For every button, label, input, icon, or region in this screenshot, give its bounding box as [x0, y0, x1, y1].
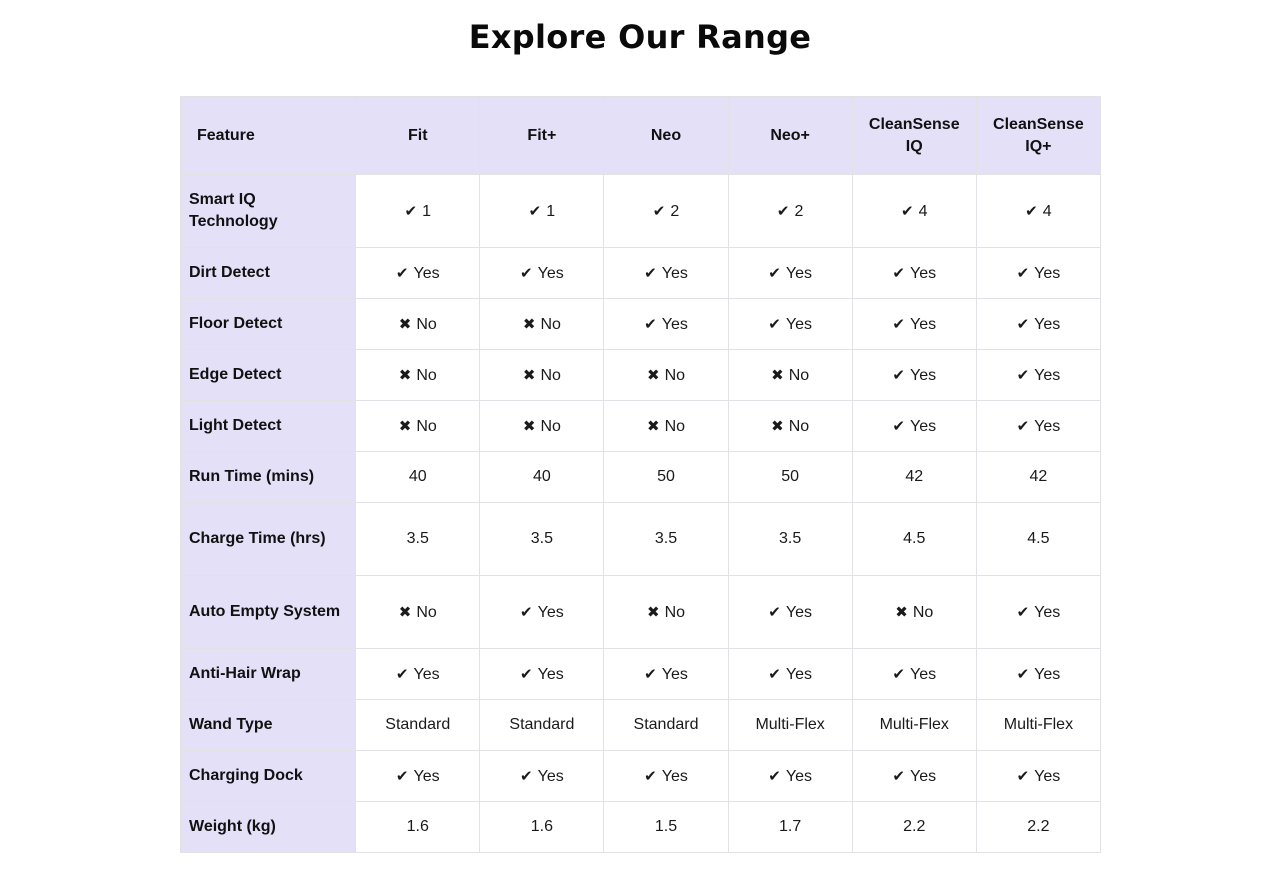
table-cell: [480, 649, 604, 700]
table-row: [181, 299, 1101, 350]
check-icon: ✔: [1016, 365, 1030, 384]
table-cell: [480, 248, 604, 299]
feature-label: Weight (kg): [181, 802, 356, 853]
cell-value: Yes: [1034, 264, 1061, 282]
table-cell: [852, 751, 976, 802]
model-header: Neo+: [728, 97, 852, 175]
table-cell: [480, 802, 604, 853]
check-icon: ✔: [644, 314, 657, 333]
table-cell: [728, 452, 852, 503]
table-cell: [976, 802, 1100, 853]
table-cell: [976, 350, 1100, 401]
check-icon: ✔: [901, 201, 914, 220]
table-cell: [728, 576, 852, 649]
table-row: [181, 576, 1101, 649]
cell-value: Yes: [909, 264, 937, 282]
model-header: CleanSense IQ+: [976, 97, 1100, 175]
cell-value: Yes: [909, 665, 937, 683]
cell-value: 1: [546, 202, 556, 220]
cell-value: 3.5: [779, 530, 802, 547]
table-cell: [976, 248, 1100, 299]
cell-value: Yes: [785, 315, 812, 333]
check-icon: ✔: [892, 314, 905, 333]
table-cell: [852, 576, 976, 649]
check-icon: ✔: [644, 263, 657, 282]
check-icon: ✔: [528, 201, 542, 220]
table-cell: [604, 700, 728, 751]
table-cell: [976, 503, 1100, 576]
cell-value: Yes: [1034, 417, 1061, 435]
table-cell: [604, 175, 728, 248]
feature-label: Wand Type: [181, 700, 356, 751]
table-cell: [356, 452, 480, 503]
cell-value: 4.5: [903, 530, 926, 547]
cell-value: No: [416, 315, 437, 333]
check-icon: ✔: [768, 766, 781, 785]
cell-value: Yes: [909, 315, 937, 333]
table-cell: [480, 751, 604, 802]
feature-label: Auto Empty System: [181, 576, 356, 649]
cell-value: 4: [918, 202, 928, 220]
table-cell: [976, 649, 1100, 700]
cell-value: 4.5: [1027, 530, 1050, 547]
table-cell: [728, 751, 852, 802]
table-cell: [976, 700, 1100, 751]
table-cell: [356, 175, 480, 248]
table-cell: [356, 700, 480, 751]
table-row: [181, 401, 1101, 452]
check-icon: ✔: [768, 664, 781, 683]
cell-value: No: [664, 366, 686, 384]
cell-value: No: [912, 603, 934, 621]
cell-value: Yes: [909, 366, 937, 384]
table-row: [181, 700, 1101, 751]
header-row: [181, 97, 1101, 175]
table-cell: [728, 175, 852, 248]
check-icon: ✔: [1016, 416, 1030, 435]
cell-value: 3.5: [654, 530, 678, 547]
table-cell: [852, 401, 976, 452]
table-cell: [852, 700, 976, 751]
cell-value: Yes: [785, 603, 812, 621]
table-cell: [728, 248, 852, 299]
page-title: Explore Our Range: [468, 18, 812, 56]
model-header: Fit: [356, 97, 480, 175]
check-icon: ✔: [768, 314, 781, 333]
cross-icon: ✖: [522, 416, 536, 435]
cell-value: 1.7: [779, 818, 802, 835]
cell-value: 1.5: [654, 818, 678, 835]
cell-value: 50: [781, 468, 800, 485]
table-cell: [480, 175, 604, 248]
check-icon: ✔: [520, 664, 533, 683]
cell-value: Standard: [385, 716, 451, 733]
cross-icon: ✖: [646, 602, 660, 621]
cell-value: Standard: [633, 716, 699, 733]
check-icon: ✔: [652, 201, 666, 220]
table-cell: [480, 401, 604, 452]
cell-value: Yes: [785, 264, 812, 282]
cell-value: Yes: [1034, 603, 1061, 621]
table-cell: [604, 401, 728, 452]
table-cell: [728, 350, 852, 401]
cell-value: Yes: [413, 264, 440, 282]
table-cell: [728, 802, 852, 853]
cell-value: Yes: [1034, 767, 1061, 785]
table-cell: [480, 700, 604, 751]
table-cell: [976, 452, 1100, 503]
cell-value: Yes: [1034, 665, 1061, 683]
feature-column-header: Feature: [181, 97, 356, 175]
check-icon: ✔: [768, 263, 781, 282]
feature-label: Charge Time (hrs): [181, 503, 356, 576]
table-cell: [480, 350, 604, 401]
cell-value: Multi-Flex: [755, 716, 825, 733]
table-body: [181, 175, 1101, 853]
table-cell: [852, 350, 976, 401]
cross-icon: ✖: [398, 602, 412, 621]
cell-value: Yes: [413, 665, 440, 683]
cell-value: Multi-Flex: [1003, 716, 1074, 733]
table-cell: [356, 503, 480, 576]
table-cell: [604, 248, 728, 299]
check-icon: ✔: [892, 365, 905, 384]
cell-value: Yes: [661, 315, 688, 333]
table-cell: [356, 350, 480, 401]
cell-value: Yes: [413, 767, 440, 785]
table-cell: [356, 299, 480, 350]
cell-value: No: [788, 417, 810, 435]
table-cell: [728, 649, 852, 700]
cell-value: Yes: [537, 603, 564, 621]
feature-label: Light Detect: [181, 401, 356, 452]
table-row: [181, 248, 1101, 299]
check-icon: ✔: [1016, 766, 1030, 785]
cell-value: Yes: [785, 767, 812, 785]
cell-value: Yes: [1034, 366, 1061, 384]
check-icon: ✔: [892, 416, 905, 435]
table-row: [181, 802, 1101, 853]
table-row: [181, 350, 1101, 401]
table-cell: [356, 649, 480, 700]
cross-icon: ✖: [522, 314, 536, 333]
table-row: [181, 751, 1101, 802]
feature-label: Smart IQ Technology: [181, 175, 356, 248]
check-icon: ✔: [892, 664, 905, 683]
cross-icon: ✖: [771, 365, 784, 384]
check-icon: ✔: [395, 664, 409, 683]
cell-value: No: [416, 366, 437, 384]
cell-value: No: [416, 417, 437, 435]
feature-label: Run Time (mins): [181, 452, 356, 503]
cell-value: Yes: [661, 264, 688, 282]
table-cell: [480, 452, 604, 503]
cell-value: 2: [670, 202, 680, 220]
cell-value: Yes: [537, 767, 564, 785]
cell-value: 2: [794, 202, 804, 220]
table-cell: [480, 299, 604, 350]
table-cell: [728, 503, 852, 576]
table-cell: [480, 576, 604, 649]
table-cell: [604, 452, 728, 503]
check-icon: ✔: [768, 602, 781, 621]
comparison-table: [180, 96, 1101, 853]
table-row: [181, 452, 1101, 503]
check-icon: ✔: [1016, 602, 1030, 621]
table-cell: [604, 503, 728, 576]
table-cell: [728, 401, 852, 452]
table-cell: [480, 503, 604, 576]
table-cell: [356, 248, 480, 299]
table-cell: [356, 401, 480, 452]
table-cell: [604, 576, 728, 649]
cross-icon: ✖: [522, 365, 536, 384]
table-cell: [852, 248, 976, 299]
table-cell: [852, 503, 976, 576]
cell-value: No: [664, 417, 686, 435]
cell-value: No: [788, 366, 810, 384]
cell-value: 40: [408, 468, 427, 485]
table-cell: [356, 576, 480, 649]
table-row: [181, 649, 1101, 700]
cell-value: 3.5: [406, 530, 429, 547]
table-cell: [604, 751, 728, 802]
cross-icon: ✖: [646, 365, 660, 384]
check-icon: ✔: [520, 263, 533, 282]
cross-icon: ✖: [895, 602, 908, 621]
cross-icon: ✖: [771, 416, 784, 435]
check-icon: ✔: [1016, 664, 1030, 683]
cell-value: 1: [422, 202, 431, 220]
cell-value: 2.2: [903, 818, 926, 835]
check-icon: ✔: [1025, 201, 1038, 220]
cell-value: Yes: [1034, 315, 1061, 333]
table-cell: [604, 649, 728, 700]
table-cell: [976, 751, 1100, 802]
check-icon: ✔: [520, 766, 533, 785]
cell-value: No: [416, 603, 437, 621]
cell-value: 4: [1042, 202, 1052, 220]
cell-value: No: [540, 366, 561, 384]
feature-label: Floor Detect: [181, 299, 356, 350]
table-cell: [728, 700, 852, 751]
table-cell: [356, 802, 480, 853]
cell-value: Yes: [537, 264, 564, 282]
model-header: Fit+: [480, 97, 604, 175]
table-cell: [728, 299, 852, 350]
check-icon: ✔: [776, 201, 790, 220]
cell-value: No: [540, 315, 561, 333]
feature-label: Anti-Hair Wrap: [181, 649, 356, 700]
table-cell: [976, 299, 1100, 350]
cell-value: 1.6: [406, 818, 429, 835]
table-cell: [852, 452, 976, 503]
cell-value: 42: [1029, 468, 1048, 485]
table-cell: [852, 175, 976, 248]
check-icon: ✔: [395, 766, 409, 785]
cross-icon: ✖: [646, 416, 660, 435]
cross-icon: ✖: [398, 365, 412, 384]
table-cell: [976, 576, 1100, 649]
cell-value: 40: [532, 468, 551, 485]
cell-value: Yes: [661, 665, 688, 683]
check-icon: ✔: [644, 664, 657, 683]
check-icon: ✔: [1016, 314, 1030, 333]
check-icon: ✔: [892, 766, 905, 785]
feature-label: Edge Detect: [181, 350, 356, 401]
table-cell: [852, 802, 976, 853]
cell-value: Yes: [909, 767, 937, 785]
cross-icon: ✖: [398, 416, 412, 435]
cell-value: 50: [657, 468, 675, 485]
table-cell: [604, 350, 728, 401]
table-cell: [604, 299, 728, 350]
cell-value: 2.2: [1027, 818, 1050, 835]
cell-value: No: [664, 603, 686, 621]
table-cell: [976, 401, 1100, 452]
cell-value: Yes: [537, 665, 564, 683]
table-cell: [852, 299, 976, 350]
check-icon: ✔: [892, 263, 905, 282]
check-icon: ✔: [404, 201, 418, 220]
cell-value: Multi-Flex: [879, 716, 949, 733]
table-cell: [976, 175, 1100, 248]
cell-value: Yes: [909, 417, 937, 435]
model-header: CleanSense IQ: [852, 97, 976, 175]
cell-value: Yes: [785, 665, 812, 683]
check-icon: ✔: [1016, 263, 1030, 282]
cross-icon: ✖: [398, 314, 412, 333]
table-cell: [356, 751, 480, 802]
cell-value: Standard: [509, 716, 575, 733]
feature-label: Charging Dock: [181, 751, 356, 802]
cell-value: Yes: [661, 767, 688, 785]
model-header: Neo: [604, 97, 728, 175]
cell-value: 3.5: [530, 530, 553, 547]
cell-value: 42: [905, 468, 924, 485]
cell-value: No: [540, 417, 561, 435]
table-row: [181, 175, 1101, 248]
table-cell: [604, 802, 728, 853]
check-icon: ✔: [644, 766, 657, 785]
feature-label: Dirt Detect: [181, 248, 356, 299]
table-cell: [852, 649, 976, 700]
table-row: [181, 503, 1101, 576]
cell-value: 1.6: [530, 818, 553, 835]
check-icon: ✔: [520, 602, 533, 621]
check-icon: ✔: [395, 263, 409, 282]
